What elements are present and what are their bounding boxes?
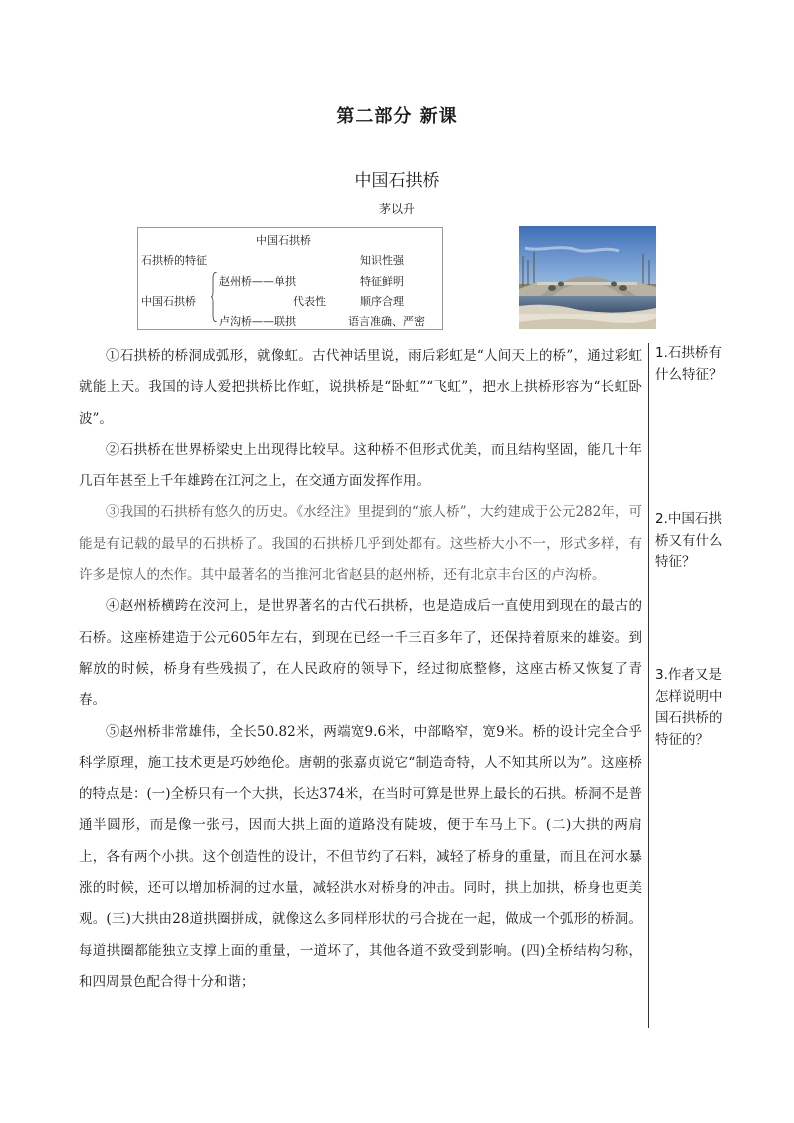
essay-title: 中国石拱桥 [354, 171, 440, 191]
outline-trait-2: 特征鲜明 [360, 275, 404, 288]
outline-trait-3: 顺序合理 [360, 295, 404, 308]
outline-trait-4: 语言准确、严密 [348, 315, 425, 328]
brace-icon [211, 272, 217, 322]
outline-feature-label: 石拱桥的特征 [141, 254, 207, 267]
author-name: 茅以升 [378, 202, 415, 216]
paragraph-5: ⑤赵州桥非常雄伟，全长50.82米，两端宽9.6米，中部略窄，宽9米。桥的设计完全合乎科学原理，施工技术更是巧妙绝伦。唐朝的张嘉贞说它“制造奇特，人不知其所以为”。这座桥的特点是：(一)全桥只有一个大拱，长达374米，在当时可算是世界上最长的石拱。桥洞不是普通半圆形，而是像一张弓，因而大拱上面的道路没有陡坡，便于车马上下。(二)大拱的两肩上，各有两个小拱。这个创造性的设计，不但节约了石料，减轻了桥身的重量，而且在河水暴涨的时候，还可以增加桥洞的过水量，减轻洪水对桥身的冲击。同时，拱上加拱，桥身也更美观。(三)大拱由28道拱圈拼成，就像这么多同样形状的弓合拢在一起，做成一个弧形的桥洞。每道拱圈都能独立支撑上面的重量，一道坏了，其他各道不致受到影响。(四)全桥结构匀称，和四周景色配合得十分和谐； [79, 723, 642, 990]
outline-root: 中国石拱桥 [141, 295, 196, 308]
structure-outline [137, 227, 443, 330]
paragraph-1: ①石拱桥的桥洞成弧形，就像虹。古代神话里说，雨后彩虹是“人间天上的桥”，通过彩虹就能上天。我国的诗人爱把拱桥比作虹，说拱桥是“卧虹”“飞虹”，把水上拱桥形容为“长虹卧波”。 [79, 348, 642, 427]
margin-divider [648, 343, 649, 1028]
outline-trait-1: 知识性强 [360, 254, 404, 267]
bridge-photo [519, 226, 656, 329]
question-1: 1.石拱桥有什么特征？ [655, 345, 723, 383]
question-2: 2.中国石拱桥又有什么特征？ [655, 511, 723, 570]
paragraph-3: ③我国的石拱桥有悠久的历史。《水经注》里提到的“旅人桥”，大约建成于公元282年，可能是有记载的最早的石拱桥了。我国的石拱桥几乎到处都有。这些桥大小不一，形式多样，有许多是惊人的杰作。其中最著名的当推河北省赵县的赵州桥，还有北京丰台区的卢沟桥。 [79, 504, 642, 584]
outline-lugou: 卢沟桥——联拱 [219, 315, 296, 328]
outline-zhaozhou: 赵州桥——单拱 [219, 275, 296, 288]
question-3: 3.作者又是怎样说明中国石拱桥的特征的？ [655, 667, 723, 748]
outline-heading: 中国石拱桥 [256, 234, 311, 247]
outline-representative: 代表性 [293, 295, 326, 308]
paragraph-2: ②石拱桥在世界桥梁史上出现得比较早。这种桥不但形式优美，而且结构坚固，能几十年几百年甚至上千年雄跨在江河之上，在交通方面发挥作用。 [79, 441, 642, 490]
section-title: 第二部分 新课 [336, 106, 458, 127]
article-body [79, 341, 642, 998]
paragraph-4: ④赵州桥横跨在洨河上，是世界著名的古代石拱桥，也是造成后一直使用到现在的最古的石桥。这座桥建造于公元605年左右，到现在已经一千三百多年了，还保持着原来的雄姿。到解放的时候，桥身有些残损了，在人民政府的领导下，经过彻底整修，这座古桥又恢复了青春。 [79, 598, 642, 709]
